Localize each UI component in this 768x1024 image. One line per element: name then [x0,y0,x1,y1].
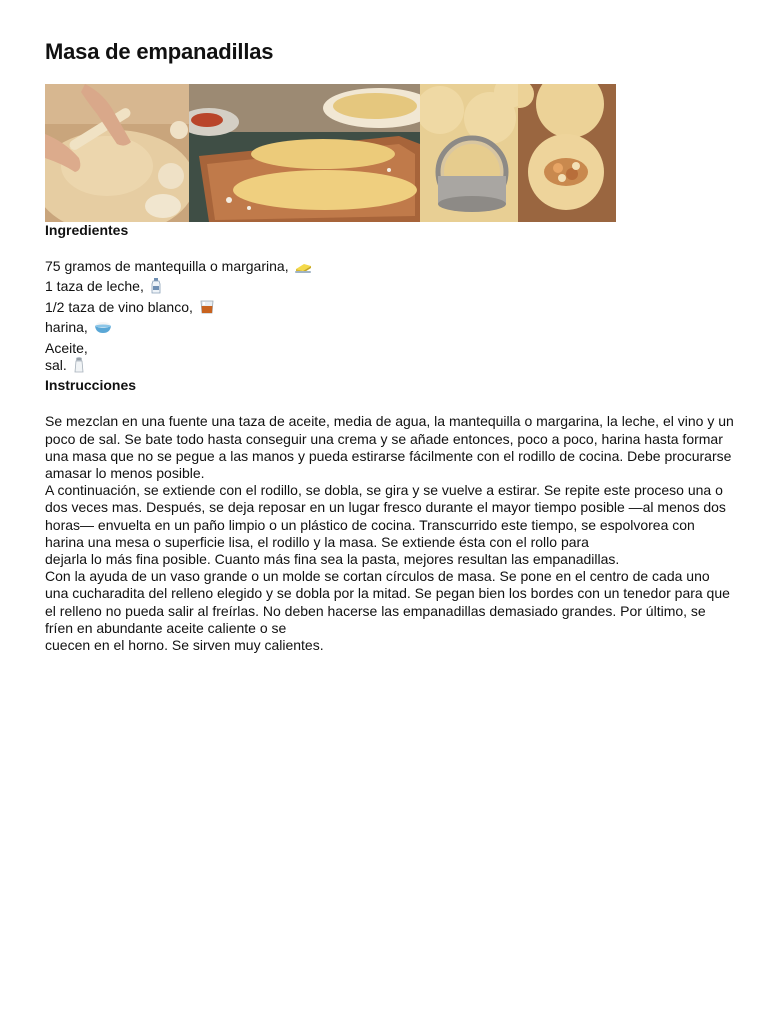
recipe-document [45,38,735,654]
salt-shaker-icon [73,357,85,377]
instructions-body [45,413,735,654]
photo-filling [518,84,616,222]
ingredient-item: 1 taza de leche, [45,278,735,298]
butter-icon [294,260,312,278]
milk-bottle-icon [150,278,162,298]
ingredients-heading: Ingredientes [45,222,129,238]
photo-strip [45,84,616,222]
ingredient-item: Aceite, [45,339,88,356]
bowl-icon [94,319,112,339]
instruction-paragraph: Con la ayuda de un vaso grande o un molde se cortan círculos de masa. Se pone en el centro de cada uno una cucharadita del relleno elegido y se dobla por la mitad. Se pegan bien los bordes con un tenedor para que el relleno no pueda salir al freírlas. No deben hacerse las empanadillas demasiado grandes. Por último, se fríen en abundante aceite caliente o se [45,568,730,636]
photo-dough-on-board [189,84,420,222]
instruction-paragraph: cuecen en el horno. Se sirven muy calientes. [45,637,324,654]
ingredient-item: 1/2 taza de vino blanco, [45,299,735,319]
instructions-heading: Instrucciones [45,377,137,394]
instruction-paragraph: Se mezclan en una fuente una taza de aceite, media de agua, la mantequilla o margarina, la leche, el vino y un poco de sal. Se bate todo hasta conseguir una crema y se añade entonces, poco a poco, harina hasta formar una masa que no se pegue a las manos y pueda estirarse fácilmente con el rodillo de cocina. Debe procurarse amasar lo menos posible. [45,413,734,482]
instruction-paragraph: dejarla lo más fina posible. Cuanto más fina sea la pasta, mejores resultan las empanadillas. [45,551,620,568]
page-title: Masa de empanadillas [45,39,274,64]
ingredient-item: harina, [45,319,735,339]
ingredient-list [45,258,735,377]
ingredient-item: sal. [45,357,735,377]
ingredient-item: 75 gramos de mantequilla o margarina, [45,258,735,278]
glass-icon [199,299,215,319]
photo-cutting-circles [420,84,518,222]
instruction-paragraph: A continuación, se extiende con el rodillo, se dobla, se gira y se vuelve a estirar. Se repite este proceso una o dos veces mas. Después, se deja reposar en un lugar fresco durante el mayor tiempo posible —al menos dos horas— envuelta en un paño limpio o un plástico de cocina. Transcurrido este tiempo, se espolvorea con harina una mesa o superficie lisa, el rodillo y la masa. Se extiende ésta con el rollo para [45,482,726,550]
photo-rolling-dough [45,84,189,222]
